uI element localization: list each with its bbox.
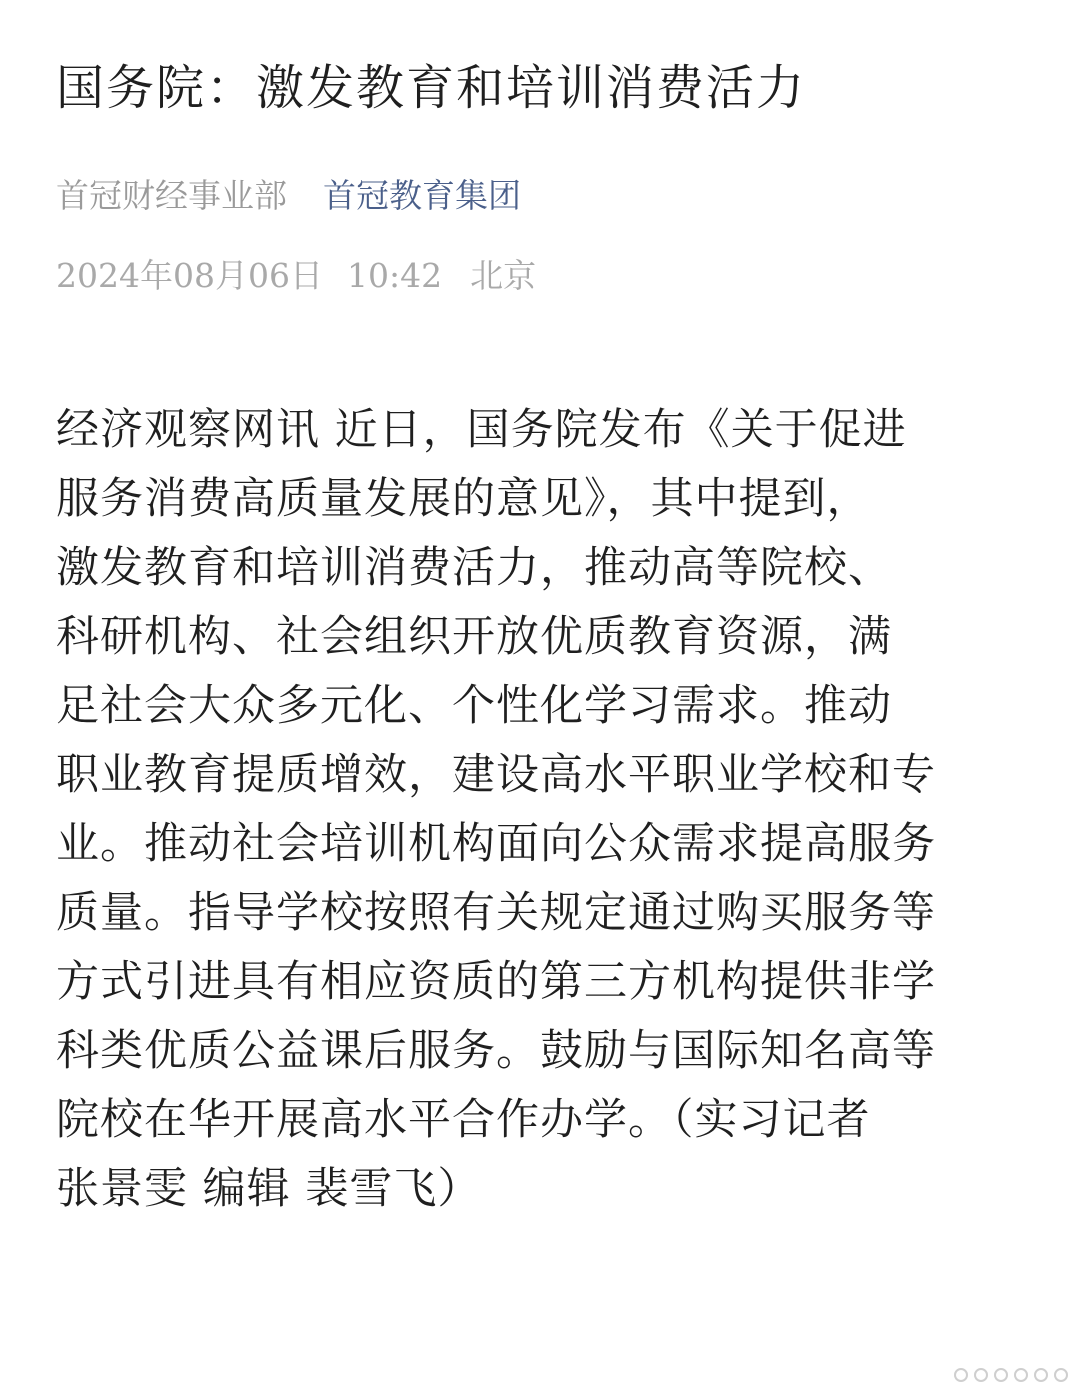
article-body bbox=[56, 400, 1031, 1228]
article-meta bbox=[56, 168, 521, 224]
account-link[interactable]: 首冠教育集团 bbox=[323, 176, 521, 215]
body-line: 足社会大众多元化、个性化学习需求。推动 bbox=[56, 681, 892, 731]
watermark-dot bbox=[974, 1368, 988, 1382]
body-line: 经济观察网讯 近日，国务院发布《关于促进 bbox=[56, 405, 907, 455]
body-line: 科类优质公益课后服务。鼓励与国际知名高等 bbox=[56, 1026, 936, 1076]
publish-time: 10:42 bbox=[346, 256, 443, 295]
watermark-dot bbox=[1034, 1368, 1048, 1382]
watermark-dot bbox=[994, 1368, 1008, 1382]
body-line: 院校在华开展高水平合作办学。（实习记者 bbox=[56, 1095, 871, 1145]
body-line: 服务消费高质量发展的意见》，其中提到， bbox=[56, 474, 871, 524]
dots-watermark-icon bbox=[954, 1368, 1068, 1382]
publish-info bbox=[56, 248, 536, 304]
watermark-dot bbox=[1054, 1368, 1068, 1382]
body-line: 张景雯 编辑 裴雪飞） bbox=[56, 1164, 482, 1214]
watermark-dot bbox=[1014, 1368, 1028, 1382]
watermark-dot bbox=[954, 1368, 968, 1382]
publish-location: 北京 bbox=[470, 256, 537, 295]
body-line: 职业教育提质增效，建设高水平职业学校和专 bbox=[56, 750, 936, 800]
body-line: 激发教育和培训消费活力，推动高等院校、 bbox=[56, 543, 892, 593]
page-title: 国务院：激发教育和培训消费活力 bbox=[56, 60, 807, 116]
publish-date: 2024年08月06日 bbox=[56, 256, 323, 295]
source-name: 首冠财经事业部 bbox=[56, 176, 287, 215]
body-line: 质量。指导学校按照有关规定通过购买服务等 bbox=[56, 888, 936, 938]
body-line: 科研机构、社会组织开放优质教育资源，满 bbox=[56, 612, 892, 662]
body-line: 业。推动社会培训机构面向公众需求提高服务 bbox=[56, 819, 936, 869]
body-line: 方式引进具有相应资质的第三方机构提供非学 bbox=[56, 957, 936, 1007]
